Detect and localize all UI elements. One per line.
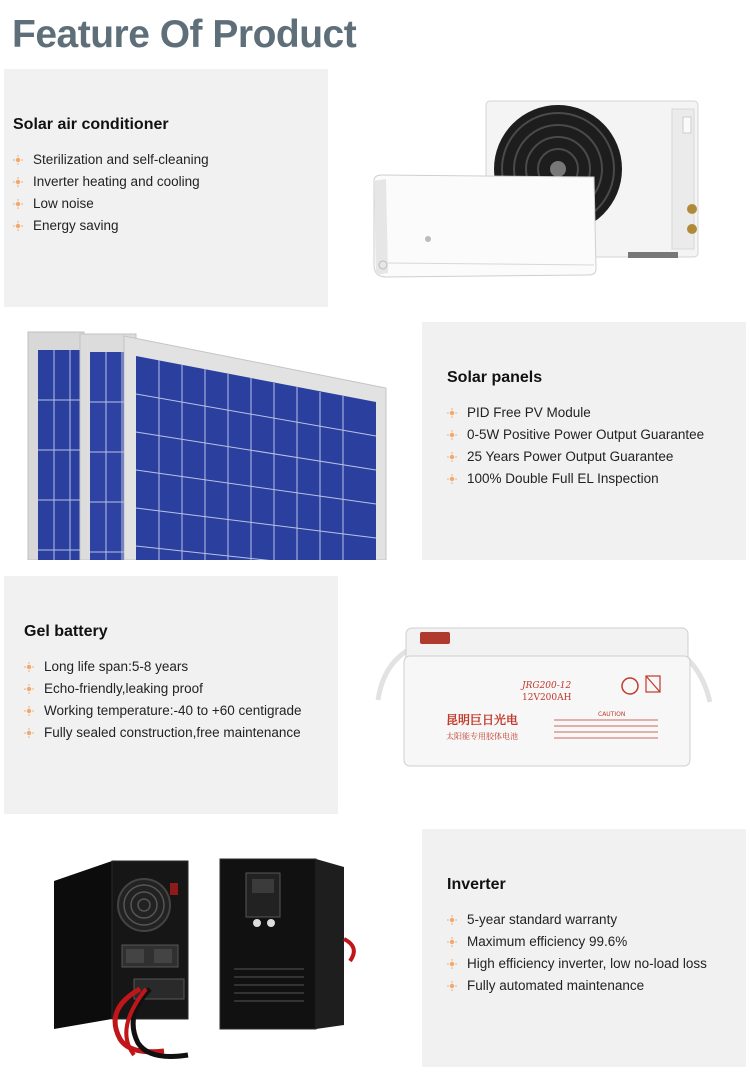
gel-battery-image: [338, 576, 746, 814]
list-item: [447, 909, 707, 931]
feature-title: Solar air conditioner: [13, 116, 169, 133]
list-item-text: Long life span:5-8 years: [44, 659, 189, 674]
feature-text: [447, 875, 707, 997]
sun-bullet-icon: [13, 155, 23, 165]
sun-bullet-icon: [447, 430, 457, 440]
feature-card-gel-battery: [4, 576, 746, 814]
list-item-text: 5-year standard warranty: [467, 912, 618, 927]
list-item: [13, 149, 209, 171]
inverter-image: [4, 829, 422, 1067]
sun-bullet-icon: [24, 662, 34, 672]
list-item: [24, 656, 302, 678]
list-item: [24, 678, 302, 700]
list-item: [24, 722, 302, 744]
list-item: [447, 931, 707, 953]
battery-subtitle-label: 太阳能专用胶体电池: [446, 732, 518, 741]
feature-list: [13, 149, 209, 237]
sun-bullet-icon: [447, 937, 457, 947]
feature-list: [447, 909, 707, 997]
list-item: [447, 953, 707, 975]
sun-bullet-icon: [447, 915, 457, 925]
sun-bullet-icon: [447, 959, 457, 969]
feature-card-air-conditioner: [4, 69, 746, 307]
feature-title: Gel battery: [24, 623, 108, 640]
list-item-text: Sterilization and self-cleaning: [33, 152, 209, 167]
battery-rating-label: 12V200AH: [522, 693, 572, 703]
feature-text: [24, 622, 302, 744]
air-conditioner-image: [328, 69, 746, 307]
list-item: [447, 402, 704, 424]
feature-title: Inverter: [447, 876, 506, 893]
list-item: [13, 193, 209, 215]
list-item-text: 0-5W Positive Power Output Guarantee: [467, 427, 705, 442]
list-item: [447, 975, 707, 997]
list-item-text: Low noise: [33, 196, 94, 211]
list-item-text: PID Free PV Module: [467, 405, 591, 420]
feature-text: [13, 115, 209, 237]
feature-text: [447, 368, 704, 490]
list-item-text: Fully sealed construction,free maintenance: [44, 725, 301, 740]
list-item: [24, 700, 302, 722]
list-item-text: Inverter heating and cooling: [33, 174, 200, 189]
solar-panels-image: [4, 322, 422, 560]
sun-bullet-icon: [447, 474, 457, 484]
list-item: [447, 424, 704, 446]
list-item-text: Echo-friendly,leaking proof: [44, 681, 203, 696]
feature-card-solar-panels: [4, 322, 746, 560]
page-title: Feature Of Product: [12, 13, 357, 56]
sun-bullet-icon: [24, 684, 34, 694]
sun-bullet-icon: [447, 981, 457, 991]
sun-bullet-icon: [447, 452, 457, 462]
sun-bullet-icon: [447, 408, 457, 418]
list-item-text: Maximum efficiency 99.6%: [467, 934, 628, 949]
list-item-text: 25 Years Power Output Guarantee: [467, 449, 674, 464]
sun-bullet-icon: [24, 728, 34, 738]
feature-title: Solar panels: [447, 369, 543, 386]
feature-list: [24, 656, 302, 744]
sun-bullet-icon: [13, 199, 23, 209]
feature-list: [447, 402, 704, 490]
battery-caution-label: CAUTION: [598, 711, 626, 718]
list-item: [13, 171, 209, 193]
battery-model-label: JRG200-12: [522, 681, 572, 691]
sun-bullet-icon: [13, 177, 23, 187]
list-item-text: High efficiency inverter, low no-load loss: [467, 956, 707, 971]
list-item-text: Fully automated maintenance: [467, 978, 645, 993]
battery-brand-label: 昆明巨日光电: [446, 713, 519, 727]
feature-card-inverter: [4, 829, 746, 1067]
list-item: [447, 468, 704, 490]
list-item: [447, 446, 704, 468]
list-item-text: 100% Double Full EL Inspection: [467, 471, 659, 486]
list-item-text: Working temperature:-40 to +60 centigrade: [44, 703, 302, 718]
sun-bullet-icon: [13, 221, 23, 231]
list-item-text: Energy saving: [33, 218, 119, 233]
list-item: [13, 215, 209, 237]
sun-bullet-icon: [24, 706, 34, 716]
